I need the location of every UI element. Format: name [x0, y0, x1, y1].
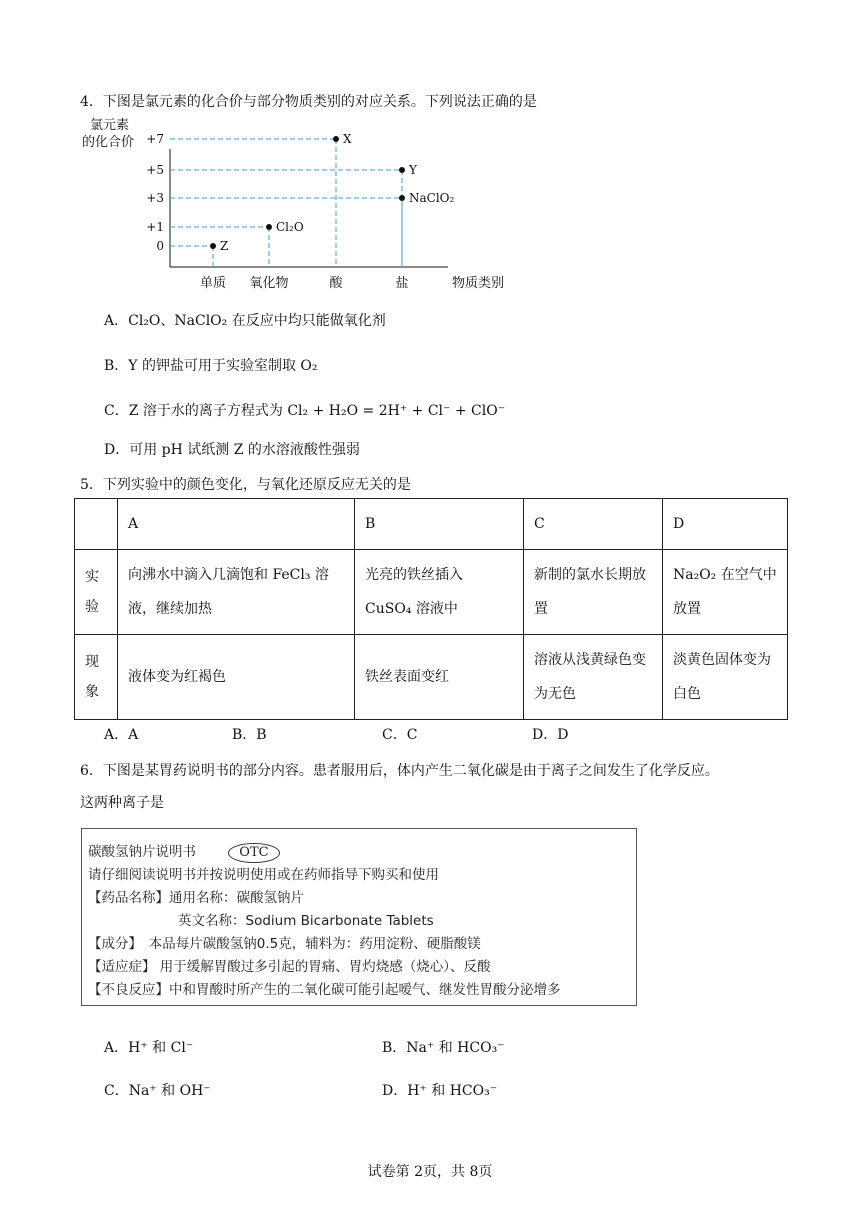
- data-point: [333, 136, 339, 142]
- y-tick-label: 0: [156, 239, 164, 253]
- point-label: Cl₂O: [276, 220, 304, 234]
- q4-option-d[interactable]: D．可用 pH 试纸测 Z 的水溶液酸性强弱: [104, 442, 360, 458]
- q6-option-c[interactable]: C．Na⁺ 和 OH⁻: [104, 1083, 211, 1099]
- table-header-cell: D: [663, 499, 788, 550]
- data-point: [210, 243, 216, 249]
- q5-option-c[interactable]: C．C: [382, 727, 418, 743]
- table-row: [75, 635, 788, 720]
- q6-option-a[interactable]: A．H⁺ 和 Cl⁻: [104, 1040, 194, 1056]
- experiment-table: [74, 498, 788, 720]
- table-cell: 光亮的铁丝插入 CuSO₄ 溶液中: [355, 550, 524, 635]
- label-line: 【不良反应】中和胃酸时所产生的二氧化碳可能引起嗳气、继发性胃酸分泌增多: [88, 982, 561, 998]
- point-label: Z: [220, 239, 229, 253]
- data-point: [266, 224, 272, 230]
- valence-category-chart: [80, 115, 520, 295]
- x-axis-label: 物质类别: [452, 276, 505, 291]
- table-cell: 溶液从浅黄绿色变为无色: [524, 635, 663, 720]
- q6-option-b[interactable]: B．Na⁺ 和 HCO₃⁻: [382, 1040, 505, 1056]
- question-5-title: 5．下列实验中的颜色变化，与氧化还原反应无关的是: [80, 477, 411, 493]
- label-line: 【药品名称】通用名称：碳酸氢钠片: [88, 890, 304, 906]
- x-tick-label: 氧化物: [249, 276, 289, 291]
- label-heading: 碳酸氢钠片说明书: [88, 844, 196, 860]
- x-tick-label: 盐: [395, 276, 409, 291]
- question-6-title-line2: 这两种离子是: [80, 795, 164, 811]
- table-cell: 向沸水中滴入几滴饱和 FeCl₃ 溶液，继续加热: [118, 550, 355, 635]
- y-tick-label: +5: [146, 163, 164, 177]
- y-axis-label-line1: 氯元素: [90, 118, 130, 133]
- label-line: 英文名称：Sodium Bicarbonate Tablets: [178, 913, 434, 929]
- table-header-cell: C: [524, 499, 663, 550]
- table-header-cell: [75, 499, 118, 550]
- medicine-label-box: [81, 828, 637, 1006]
- label-heading-row: [88, 841, 630, 864]
- table-cell: 淡黄色固体变为白色: [663, 635, 788, 720]
- table-row-label: 现象: [75, 635, 118, 720]
- question-6-title-line1: 6．下图是某胃药说明书的部分内容。患者服用后，体内产生二氧化碳是由于离子之间发生了化学反应。: [80, 763, 719, 779]
- q5-option-a[interactable]: A．A: [104, 727, 139, 743]
- q4-option-b[interactable]: B．Y 的钾盐可用于实验室制取 O₂: [104, 358, 318, 374]
- table-header-row: [75, 499, 788, 550]
- x-tick-label: 酸: [329, 276, 343, 291]
- table-cell: 铁丝表面变红: [355, 635, 524, 720]
- question-4-title: 4．下图是氯元素的化合价与部分物质类别的对应关系。下列说法正确的是: [80, 94, 537, 110]
- table-cell: Na₂O₂ 在空气中放置: [663, 550, 788, 635]
- data-point: [399, 195, 405, 201]
- page-footer: 试卷第 2页，共 8页: [367, 1164, 493, 1180]
- point-label: Y: [409, 163, 417, 177]
- y-tick-label: +1: [146, 220, 164, 234]
- q5-option-b[interactable]: B．B: [232, 727, 267, 743]
- table-cell: 液体变为红褐色: [118, 635, 355, 720]
- label-line: 【适应症】 用于缓解胃酸过多引起的胃痛、胃灼烧感（烧心）、反酸: [88, 959, 491, 975]
- table-header-cell: B: [355, 499, 524, 550]
- q4-option-a[interactable]: A．Cl₂O、NaClO₂ 在反应中均只能做氧化剂: [104, 313, 386, 329]
- label-line: 【成分】 本品每片碳酸氢钠0.5克，辅料为：药用淀粉、硬脂酸镁: [88, 936, 481, 952]
- table-row-label: 实验: [75, 550, 118, 635]
- table-cell: 新制的氯水长期放置: [524, 550, 663, 635]
- point-label: NaClO₂: [409, 191, 455, 205]
- otc-badge: OTC: [228, 843, 279, 863]
- label-line: 请仔细阅读说明书并按说明使用或在药师指导下购买和使用: [88, 867, 439, 883]
- table-row: [75, 550, 788, 635]
- table-header-cell: A: [118, 499, 355, 550]
- q4-option-c[interactable]: C．Z 溶于水的离子方程式为 Cl₂ + H₂O = 2H⁺ + Cl⁻ + ClO⁻: [104, 403, 506, 419]
- point-label: X: [343, 132, 352, 146]
- q6-option-d[interactable]: D．H⁺ 和 HCO₃⁻: [382, 1083, 498, 1099]
- data-point: [399, 167, 405, 173]
- x-tick-label: 单质: [199, 276, 227, 291]
- q5-option-d[interactable]: D．D: [532, 727, 569, 743]
- y-tick-label: +7: [146, 132, 164, 146]
- y-tick-label: +3: [146, 191, 164, 205]
- y-axis-label-line2: 的化合价: [82, 135, 135, 150]
